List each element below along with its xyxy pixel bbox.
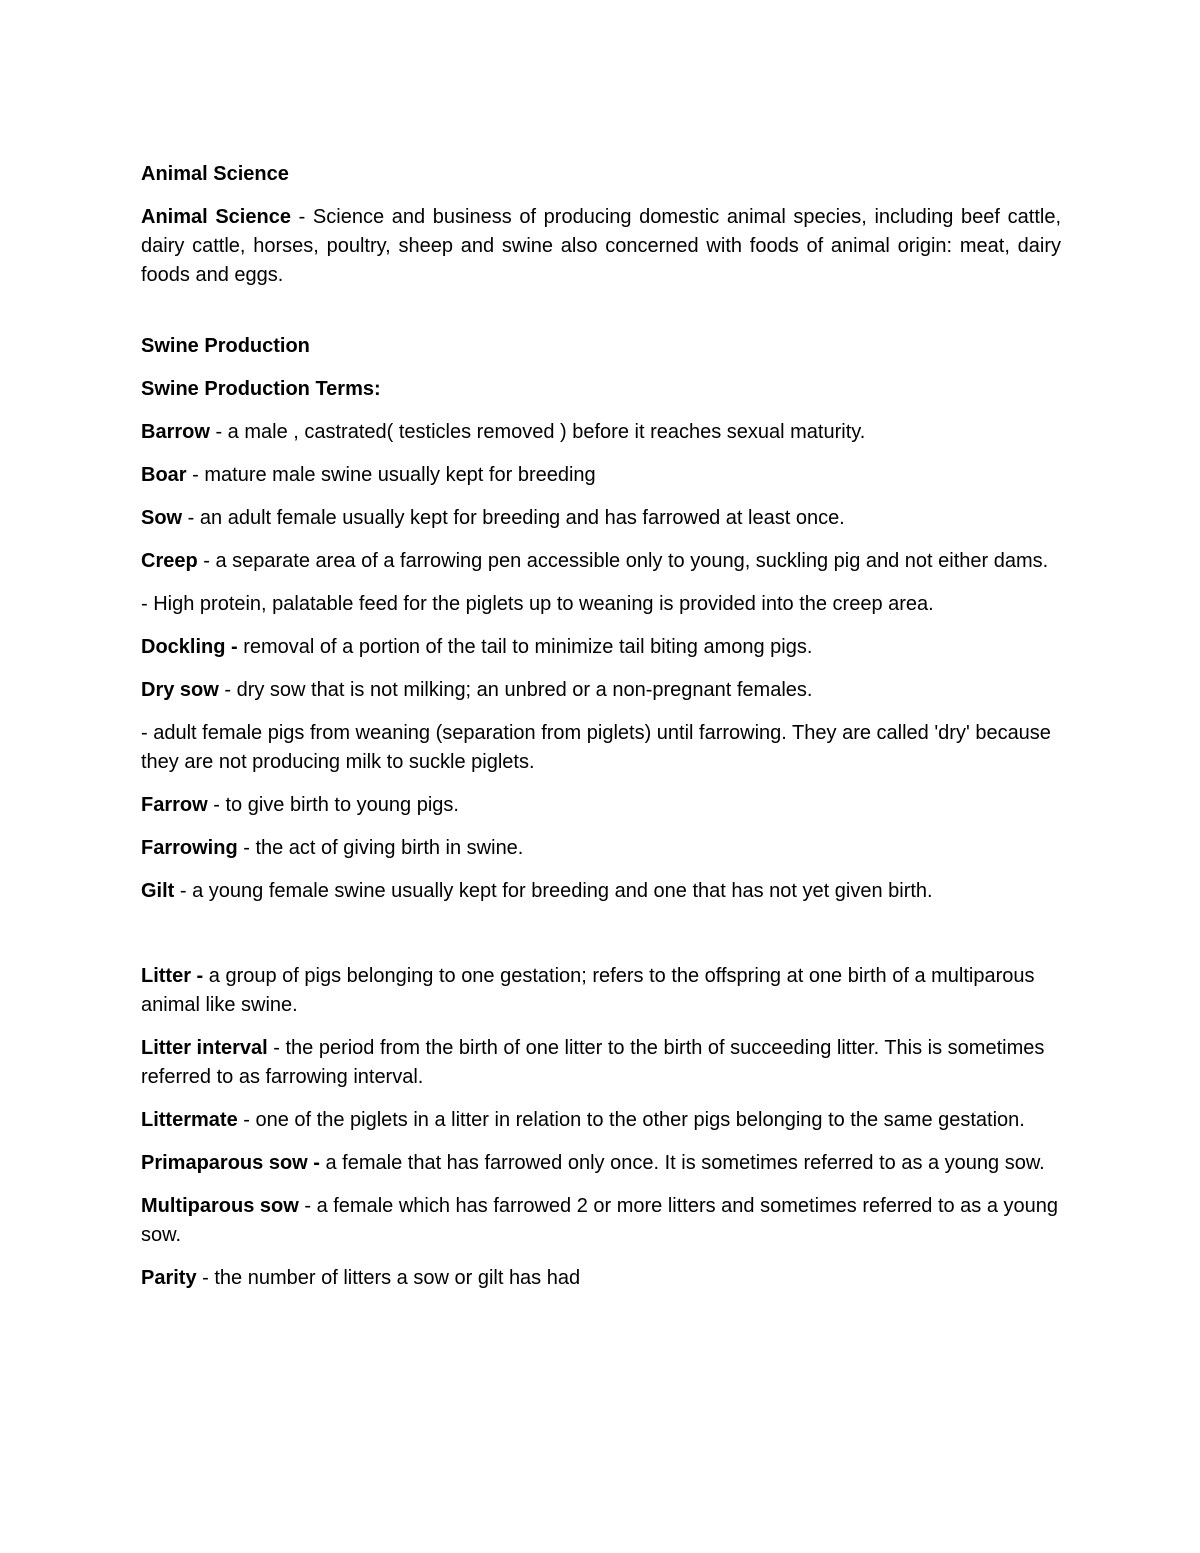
- term-item: [141, 418, 1061, 447]
- term-definition: removal of a portion of the tail to minimize tail biting among pigs.: [237, 636, 813, 658]
- spacer: [141, 920, 1061, 962]
- term-item: [141, 633, 1061, 662]
- term-item: [141, 1149, 1061, 1178]
- section-title-animal-science: Animal Science: [141, 163, 289, 185]
- section-title-swine-production: Swine Production: [141, 335, 310, 357]
- term-label: Gilt: [141, 880, 175, 902]
- term-item: [141, 962, 1061, 1020]
- term-item-continuation: [141, 590, 1061, 619]
- term-label: Littermate: [141, 1109, 238, 1131]
- spacer: [141, 304, 1061, 332]
- term-definition: - dry sow that is not milking; an unbred or a non-pregnant females.: [218, 679, 813, 701]
- terms-list-continued: [141, 962, 1061, 1293]
- term-item: [141, 1264, 1061, 1293]
- term-label: Dry sow: [141, 679, 219, 701]
- term-definition: - the period from the birth of one litter to the birth of succeeding litter. This is sometimes referred to as farrowing interval.: [141, 1037, 1045, 1088]
- term-definition: - the number of litters a sow or gilt has had: [196, 1267, 581, 1289]
- term-definition: a female that has farrowed only once. It is sometimes referred to as a young sow.: [319, 1152, 1045, 1174]
- terms-list: [141, 418, 1061, 906]
- term-definition: - the act of giving birth in swine.: [237, 837, 524, 859]
- term-definition: - to give birth to young pigs.: [207, 794, 459, 816]
- term-label: Sow: [141, 507, 183, 529]
- term-definition: a group of pigs belonging to one gestation; refers to the offspring at one birth of a multiparous animal like swine.: [141, 965, 1035, 1016]
- term-definition: - a separate area of a farrowing pen accessible only to young, suckling pig and not either dams.: [197, 550, 1049, 572]
- term-label: Dockling -: [141, 636, 238, 658]
- animal-science-definition: [141, 203, 1061, 290]
- term-label: Parity: [141, 1267, 197, 1289]
- term-label: Boar: [141, 464, 187, 486]
- term-label: Primaparous sow -: [141, 1152, 320, 1174]
- term-item: [141, 1192, 1061, 1250]
- term-definition: - an adult female usually kept for breeding and has farrowed at least once.: [182, 507, 845, 529]
- term-definition: - adult female pigs from weaning (separation from piglets) until farrowing. They are called 'dry' because they are not producing milk to suckle piglets.: [141, 722, 1051, 773]
- term-label: Creep: [141, 550, 198, 572]
- term-definition: - mature male swine usually kept for breeding: [186, 464, 596, 486]
- term-item: [141, 676, 1061, 705]
- term-definition: - a young female swine usually kept for breeding and one that has not yet given birth.: [174, 880, 933, 902]
- term-item: [141, 461, 1061, 490]
- term-label: Barrow: [141, 421, 210, 443]
- term-label: Litter -: [141, 965, 204, 987]
- term-definition: - one of the piglets in a litter in relation to the other pigs belonging to the same gestation.: [237, 1109, 1025, 1131]
- term-item: [141, 834, 1061, 863]
- term-item: [141, 791, 1061, 820]
- term-definition: - High protein, palatable feed for the piglets up to weaning is provided into the creep area.: [141, 593, 934, 615]
- term-label: Farrowing: [141, 837, 238, 859]
- term-item: [141, 1106, 1061, 1135]
- term-label: Animal Science: [141, 206, 291, 228]
- term-item: [141, 547, 1061, 576]
- term-item: [141, 1034, 1061, 1092]
- term-definition: - a male , castrated( testicles removed ) before it reaches sexual maturity.: [209, 421, 866, 443]
- term-definition: - a female which has farrowed 2 or more litters and sometimes referred to as a young sow.: [141, 1195, 1059, 1246]
- term-label: Farrow: [141, 794, 208, 816]
- term-item: [141, 504, 1061, 533]
- document-body: [141, 160, 1061, 1307]
- term-label: Multiparous sow: [141, 1195, 299, 1217]
- term-label: Litter interval: [141, 1037, 268, 1059]
- term-definition: - Science and business of producing domestic animal species, including beef cattle, dairy cattle, horses, poultry, sheep and swine also concerned with foods of animal origin: meat, dairy foods and eggs.: [141, 206, 1061, 286]
- term-item: [141, 877, 1061, 906]
- subtitle-swine-terms: Swine Production Terms:: [141, 378, 381, 400]
- term-item-continuation: [141, 719, 1061, 777]
